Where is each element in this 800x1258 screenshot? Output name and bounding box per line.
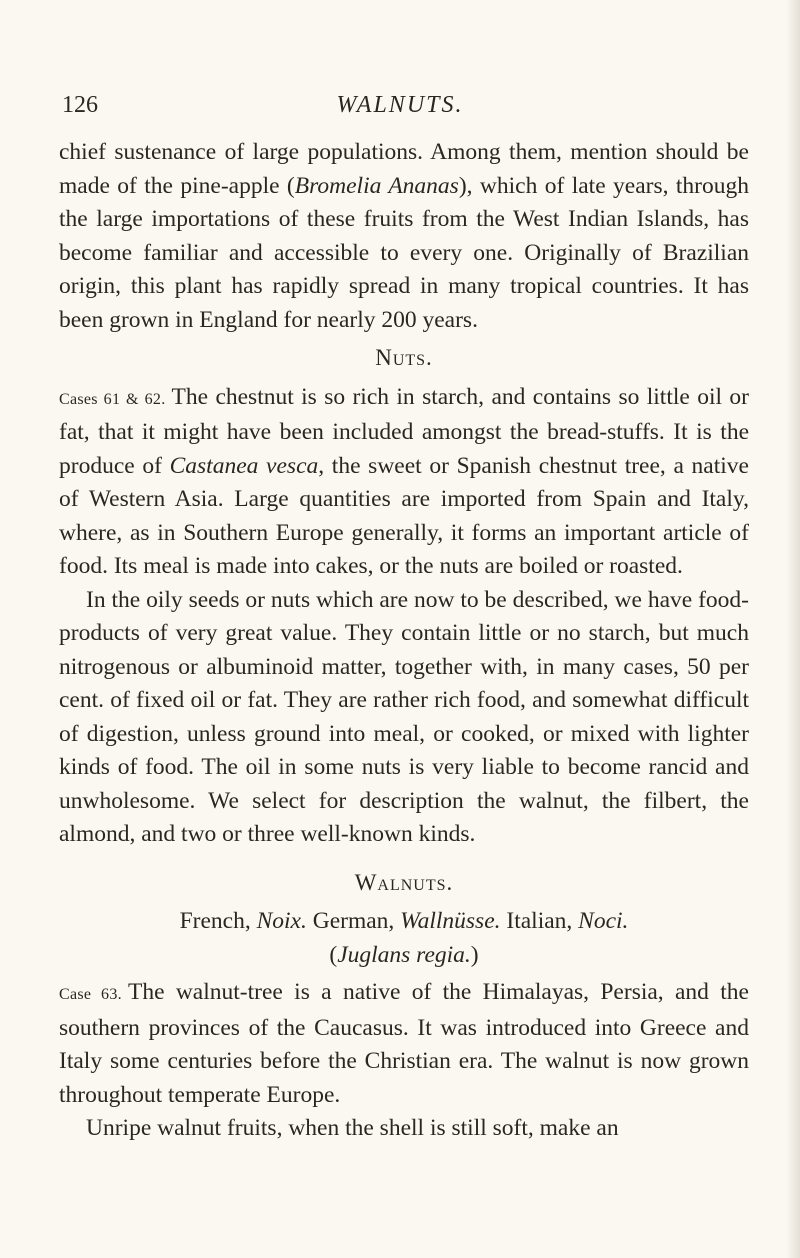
botanical-name <box>59 939 749 973</box>
label: French, <box>179 908 257 934</box>
paragraph-unripe-walnuts: Unripe walnut fruits, when the shell is still soft, make an <box>86 1115 619 1141</box>
paragraph-chestnut <box>59 381 749 584</box>
latin-name: Bromelia Ananas <box>294 172 459 199</box>
german-name: Wallnüsse. <box>400 908 501 934</box>
text-run: The chestnut is so rich in starch, and contains so little oil or fat, that it might have been included amongst the bread-stuffs. It is the produce of <box>59 383 749 479</box>
text-run: chief sustenance of large populations. Among them, mention should be made of the pine-apple ( <box>59 139 749 199</box>
label: German, <box>306 908 401 934</box>
paren: ( <box>329 941 338 968</box>
section-heading-walnuts: Walnuts. <box>354 869 454 895</box>
page-edge-shadow <box>786 0 800 1258</box>
running-title: WALNUTS. <box>336 92 464 118</box>
page-number: 126 <box>62 92 98 118</box>
paren: ) <box>470 941 479 968</box>
paragraph-walnut-tree <box>59 976 749 1112</box>
text-run: The walnut-tree is a native of the Himalayas, Persia, and the southern provinces of the Caucasus. It was introduced into Greece and Italy some centuries before the Christian era. The walnut is now grown throughout temperate Europe. <box>59 979 749 1108</box>
label: Italian, <box>500 908 579 934</box>
italian-name: Noci. <box>578 908 629 934</box>
french-name: Noix. <box>256 908 307 934</box>
paragraph-pineapple <box>59 136 749 337</box>
case-reference: Cases 61 & 62. <box>59 390 166 408</box>
text-run: ), which of late years, through the large importations of these fruits from the West Indian Islands, has become familiar and accessible to every one. Originally of Brazilian origin, this plant has rapidly spread in many tropical countries. It has been grown in England for nearly 200 years. <box>59 172 749 333</box>
body-text <box>59 136 749 1146</box>
latin-name: Castanea vesca <box>169 452 319 479</box>
vernacular-names <box>59 905 749 939</box>
case-reference: Case 63. <box>59 986 122 1003</box>
text-run: , the sweet or Spanish chestnut tree, a native of Western Asia. Large quantities are imported from Spain and Italy, where, as in Southern Europe generally, it forms an important article of food. Its meal is made into cakes, or the nuts are boiled or roasted. <box>59 452 749 579</box>
section-heading-nuts: Nuts. <box>375 345 433 370</box>
page-header <box>58 92 742 126</box>
paragraph-oily-seeds: In the oily seeds or nuts which are now to be described, we have food-products of very great value. They contain little or no starch, but much nitrogenous or albuminoid matter, together with, in many cases, 50 per cent. of fixed oil or fat. They are rather rich food, and somewhat difficult of digestion, unless ground into meal, or cooked, or mixed with lighter kinds of food. The oil in some nuts is very liable to become rancid and unwholesome. We select for description the walnut, the filbert, the almond, and two or three well-known kinds. <box>59 586 749 847</box>
latin-name: Juglans regia. <box>337 941 471 968</box>
